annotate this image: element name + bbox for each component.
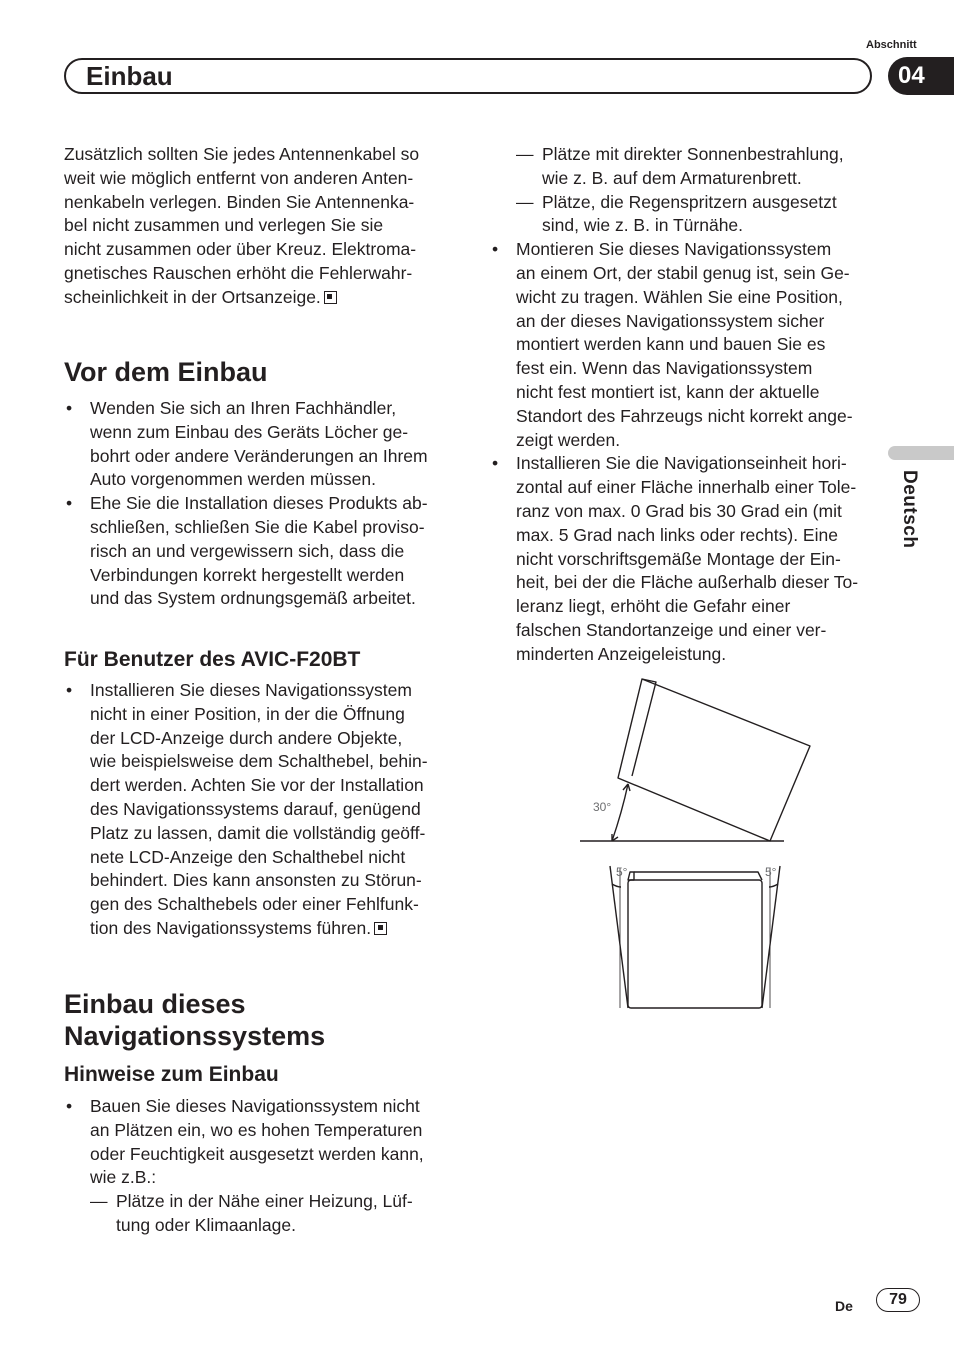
text-line: tung oder Klimaanlage.	[116, 1214, 296, 1235]
list-item	[64, 1095, 454, 1238]
side-language-label: Deutsch	[899, 470, 920, 549]
text-line: weit wie möglich entfernt von anderen Anten-	[64, 167, 414, 188]
text-line: nicht in einer Position, in der die Öffnung	[90, 703, 405, 724]
text-line: des Navigationssystems darauf, genügend	[90, 798, 421, 819]
tilted-unit-body	[618, 679, 810, 841]
text-line: behindert. Dies kann ansonsten zu Störun-	[90, 870, 422, 891]
text-line: leranz liegt, erhöht die Gefahr einer	[516, 596, 791, 617]
heading-line: Navigationssystems	[64, 1021, 326, 1051]
text-line: Auto vorgenommen werden müssen.	[90, 469, 376, 490]
footer-language: De	[835, 1298, 853, 1314]
text-line: nicht vorschriftsgemäße Montage der Ein-	[516, 548, 841, 569]
text-line: und das System ordnungsgemäß arbeitet.	[90, 588, 416, 609]
text-line: wie z. B. auf dem Armaturenbrett.	[542, 167, 802, 188]
text-line: fest ein. Wenn das Navigationssystem	[516, 358, 813, 379]
section-label: Abschnitt	[866, 39, 917, 51]
text-line: • Installieren Sie die Navigationseinheit hori-	[516, 453, 847, 474]
text-line: wie beispielsweise dem Schalthebel, behin-	[90, 751, 428, 772]
text-line: bohrt oder andere Veränderungen an Ihrem	[90, 445, 428, 466]
tilted-unit-illustration	[580, 679, 810, 841]
text-line: nete LCD-Anzeige den Schalthebel nicht	[90, 846, 406, 867]
heading-hinweise: Hinweise zum Einbau	[64, 1063, 279, 1086]
text-line: an der dieses Navigationssystem sicher	[516, 310, 825, 331]
right-column-text	[490, 143, 880, 667]
text-line: wenn zum Einbau des Geräts Löcher ge-	[90, 421, 409, 442]
text-line: nenkabeln verlegen. Binden Sie Antennenka-	[64, 191, 415, 212]
heading-line: Einbau dieses	[64, 989, 246, 1019]
right-tolerance-label: 5°	[765, 865, 777, 879]
text-line: ranz von max. 0 Grad bis 30 Grad ein (mit	[516, 500, 842, 521]
tilt-angle-label: 30°	[593, 800, 612, 814]
text-line: • Wenden Sie sich an Ihren Fachhändler,	[90, 398, 397, 418]
text-line: dert werden. Achten Sie vor der Installation	[90, 775, 424, 796]
text-line: Standort des Fahrzeugs nicht korrekt ange-	[516, 405, 853, 426]
level-unit-top-edge	[634, 872, 762, 880]
page-title: Einbau	[86, 61, 173, 91]
text-line-with-end-mark	[90, 917, 454, 941]
text-line: gen des Schalthebels oder einer Fehlfunk-	[90, 894, 419, 915]
text-line: wie z.B.:	[90, 1167, 157, 1188]
text-line: • Ehe Sie die Installation dieses Produkts ab-	[90, 493, 428, 514]
text-line: an einem Ort, der stabil genug ist, sein Ge-	[516, 262, 850, 283]
end-of-section-icon	[324, 291, 337, 304]
fuer-benutzer-list	[64, 679, 454, 941]
text-line: — Plätze mit direkter Sonnenbestrahlung,	[542, 144, 844, 164]
text-line: sind, wie z. B. in Türnähe.	[542, 215, 744, 236]
installation-angle-diagram	[570, 670, 820, 1020]
text-line: — Plätze in der Nähe einer Heizung, Lüf-	[116, 1191, 413, 1212]
text-line: gnetisches Rauschen erhöht die Fehlerwahr-	[64, 262, 413, 283]
side-tab-marker	[888, 446, 954, 460]
heading-fuer-benutzer: Für Benutzer des AVIC-F20BT	[64, 648, 361, 671]
intro-paragraph	[64, 143, 454, 310]
end-of-section-icon	[374, 922, 387, 935]
text-line: falschen Standortanzeige und einer ver-	[516, 619, 827, 640]
dash-item	[516, 143, 880, 191]
text-line: max. 5 Grad nach links oder rechts). Eine	[516, 524, 838, 545]
header-bar	[64, 58, 872, 94]
text-line: • Montieren Sie dieses Navigationssystem	[516, 239, 832, 260]
text-line: heit, bei der die Fläche außerhalb dieser To-	[516, 572, 859, 593]
vor-dem-einbau-list	[64, 397, 454, 611]
text-line: Zusätzlich sollten Sie jedes Antennenkabel so	[64, 144, 420, 164]
list-item	[490, 452, 880, 666]
text-line: Platz zu lassen, damit die vollständig geöff-	[90, 822, 426, 843]
text-line: nicht fest montiert ist, kann der aktuelle	[516, 381, 820, 402]
text-line: oder Feuchtigkeit ausgesetzt werden kann,	[90, 1143, 424, 1164]
text-line: bel nicht zusammen und verlegen Sie sie	[64, 215, 384, 236]
text-line: tion des Navigationssystems führen.	[90, 917, 372, 938]
text-line: risch an und vergewissern sich, dass die	[90, 540, 405, 561]
chapter-badge: 04	[888, 57, 954, 95]
page-number: 79	[876, 1288, 920, 1312]
left-tolerance-label: 5°	[616, 865, 628, 879]
level-unit-illustration	[610, 866, 780, 1008]
text-line: an Plätzen ein, wo es hohen Temperaturen	[90, 1119, 423, 1140]
list-item	[64, 679, 454, 941]
text-line: montiert werden kann und bauen Sie es	[516, 334, 826, 355]
text-line: der LCD-Anzeige durch andere Objekte,	[90, 727, 403, 748]
text-line: zontal auf einer Fläche innerhalb einer Tole-	[516, 477, 857, 498]
text-line: • Bauen Sie dieses Navigationssystem nicht	[90, 1096, 420, 1116]
dash-item	[516, 191, 880, 239]
text-line: minderten Anzeigeleistung.	[516, 643, 727, 664]
text-line: • Installieren Sie dieses Navigationssystem	[90, 680, 412, 700]
heading-einbau-dieses	[64, 988, 454, 1052]
list-item	[64, 492, 454, 611]
text-line: nicht zusammen oder über Kreuz. Elektroma-	[64, 239, 417, 260]
heading-vor-dem-einbau: Vor dem Einbau	[64, 357, 268, 387]
list-item	[64, 397, 454, 492]
tilted-unit-front-edge	[632, 679, 656, 776]
level-unit-body	[628, 880, 762, 1008]
text-line: zeigt werden.	[516, 429, 621, 450]
text-line-with-end-mark	[64, 286, 454, 310]
tilt-angle-arc	[612, 784, 628, 841]
text-line: schließen, schließen Sie die Kabel proviso-	[90, 516, 425, 537]
text-line: Verbindungen korrekt hergestellt werden	[90, 564, 405, 585]
hinweise-list	[64, 1095, 454, 1238]
text-line: wicht zu tragen. Wählen Sie eine Position,	[516, 286, 843, 307]
text-line: scheinlichkeit in der Ortsanzeige.	[64, 286, 321, 307]
dash-item	[90, 1190, 454, 1238]
level-unit-top-edge	[628, 872, 634, 880]
text-line: — Plätze, die Regenspritzern ausgesetzt	[542, 191, 837, 212]
list-item	[490, 238, 880, 452]
